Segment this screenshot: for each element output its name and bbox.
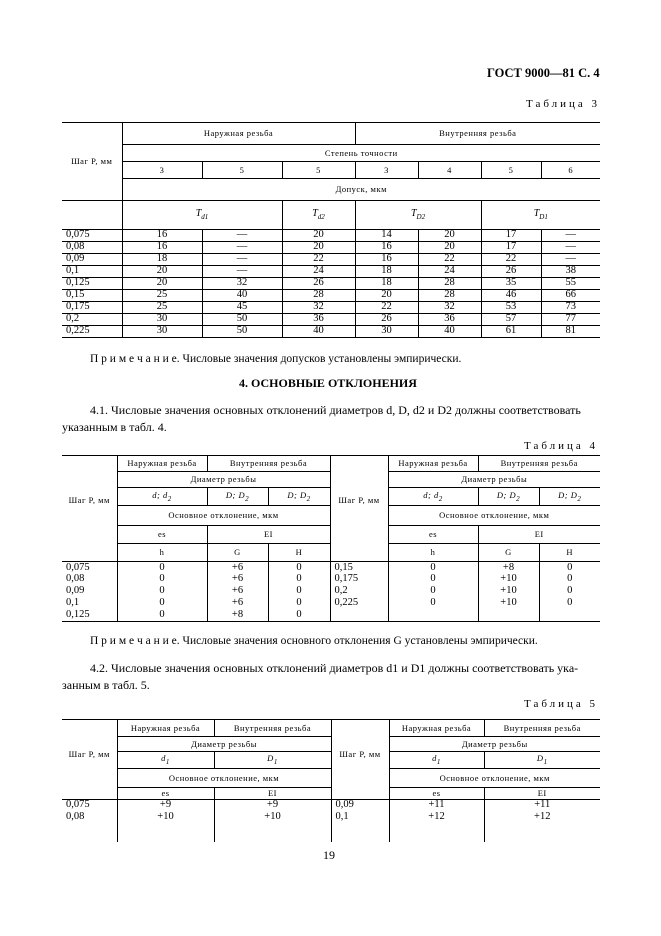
value-cell: 0 (388, 598, 478, 610)
t5-dev-left: Основное отклонение, мкм (117, 769, 331, 788)
t4-dint2-left: D; $D_2$ (268, 488, 330, 506)
value-cell: 32 (418, 302, 481, 314)
value-cell: 50 (202, 314, 282, 326)
table-row (62, 574, 600, 586)
value-cell: 40 (282, 326, 355, 338)
external-thread-header: Наружная резьба (122, 123, 355, 145)
value-cell: +8 (207, 610, 268, 622)
table5 (62, 719, 600, 842)
value-cell: 40 (418, 326, 481, 338)
pitch-cell: 0,1 (62, 598, 117, 610)
value-cell: +10 (478, 586, 539, 598)
t4-ei-left: EI (207, 526, 330, 544)
value-cell (388, 610, 478, 622)
pitch-cell: 0,225 (62, 326, 122, 338)
value-cell: 30 (355, 326, 418, 338)
value-cell: 0 (268, 586, 330, 598)
t4-ei-right: EI (478, 526, 600, 544)
pitch-cell: 0,09 (62, 586, 117, 598)
t5-int-right: Внутренняя резьба (484, 720, 600, 737)
pitch-cell: 0,08 (62, 242, 122, 254)
value-cell: 24 (418, 266, 481, 278)
value-cell: 0 (117, 586, 207, 598)
value-cell: 35 (481, 278, 541, 290)
value-cell: — (541, 242, 600, 254)
t5-D1-left: $D_1$ (214, 752, 331, 769)
table-row (62, 562, 600, 574)
value-cell: +12 (389, 812, 484, 842)
value-cell: 50 (202, 326, 282, 338)
value-cell: — (202, 266, 282, 278)
value-cell: +10 (478, 598, 539, 610)
t5-diam-right: Диаметр резьбы (389, 737, 600, 752)
para-4-2-line1: 4.2. Числовые значения основных отклонений диаметров d1 и D1 должны соответствовать ука- (90, 661, 579, 675)
table-row (62, 598, 600, 610)
pitch-cell: 0,08 (62, 812, 117, 842)
table-row (62, 610, 600, 622)
value-cell: 24 (282, 266, 355, 278)
value-cell: 46 (481, 290, 541, 302)
value-cell: 36 (282, 314, 355, 326)
value-cell: 28 (418, 290, 481, 302)
value-cell: 0 (388, 562, 478, 574)
value-cell: 18 (355, 266, 418, 278)
value-cell: — (541, 254, 600, 266)
pitch-cell: 0,09 (331, 800, 389, 812)
value-cell: 0 (388, 586, 478, 598)
value-cell: 16 (122, 230, 202, 242)
value-cell: 30 (122, 326, 202, 338)
value-cell: 53 (481, 302, 541, 314)
pitch-cell: 0,075 (62, 562, 117, 574)
t5-dev-right: Основное отклонение, мкм (389, 769, 600, 788)
symbol-td1: $T_{d1}$ (122, 201, 282, 230)
value-cell: 0 (117, 562, 207, 574)
value-cell: 0 (388, 574, 478, 586)
t5-ext-left: Наружная резьба (117, 720, 214, 737)
t4-h-left: h (117, 544, 207, 562)
grade-cell: 5 (481, 162, 541, 179)
tolerance-header: Допуск, мкм (122, 179, 600, 201)
value-cell: 81 (541, 326, 600, 338)
value-cell: — (202, 242, 282, 254)
grade-cell: 4 (418, 162, 481, 179)
symbol-td2: $T_{d2}$ (282, 201, 355, 230)
t4-H-left: H (268, 544, 330, 562)
value-cell: 16 (122, 242, 202, 254)
t4-dev-left: Основное отклонение, мкм (117, 506, 330, 526)
table-row (62, 586, 600, 598)
value-cell: 0 (117, 574, 207, 586)
table3 (62, 122, 600, 338)
value-cell: 20 (122, 266, 202, 278)
pitch-cell: 0,2 (62, 314, 122, 326)
pitch-cell: 0,175 (330, 574, 388, 586)
value-cell: 18 (355, 278, 418, 290)
table4 (62, 455, 600, 622)
pitch-cell: 0,2 (330, 586, 388, 598)
table-row (62, 800, 600, 812)
t4-ext-right: Наружная резьба (388, 456, 478, 472)
value-cell: 22 (355, 302, 418, 314)
value-cell: 32 (202, 278, 282, 290)
value-cell: 0 (567, 585, 573, 597)
value-cell: 0 (117, 610, 207, 622)
value-cell: 0 (567, 597, 573, 609)
grade-cell: 6 (541, 162, 600, 179)
t4-ext-left: Наружная резьба (117, 456, 207, 472)
value-cell: 17 (481, 230, 541, 242)
value-cell: +11 (389, 800, 484, 812)
value-cell: — (202, 254, 282, 266)
para-4-2-line2: занным в табл. 5. (62, 678, 150, 692)
pitch-cell: 0,15 (62, 290, 122, 302)
t4-dext-right: d; $d_2$ (388, 488, 478, 506)
value-cell: 0 (268, 598, 330, 610)
t4-h-right: h (388, 544, 478, 562)
pitch-cell: 0,08 (62, 574, 117, 586)
table3-note: П р и м е ч а н и е. Числовые значения допусков установлены эмпирически. (90, 353, 462, 365)
pitch-cell: 0,175 (62, 302, 122, 314)
t5-es-left: es (117, 788, 214, 800)
t4-H-right: H (539, 544, 600, 562)
value-cell: 55 (541, 278, 600, 290)
value-cell: +11 (534, 799, 551, 810)
t5-int-left: Внутренняя резьба (214, 720, 331, 737)
symbol-TD1: $T_{D1}$ (481, 201, 600, 230)
internal-thread-header: Внутренняя резьба (355, 123, 600, 145)
value-cell: +6 (207, 586, 268, 598)
t4-dev-right: Основное отклонение, мкм (388, 506, 600, 526)
pitch-cell: 0,075 (62, 230, 122, 242)
value-cell: 0 (567, 573, 573, 585)
value-cell: 57 (481, 314, 541, 326)
value-cell: 38 (541, 266, 600, 278)
section-title: 4. ОСНОВНЫЕ ОТКЛОНЕНИЯ (239, 376, 417, 390)
value-cell: 0 (567, 561, 573, 573)
value-cell: 18 (122, 254, 202, 266)
value-cell: 16 (355, 242, 418, 254)
page-number: 19 (323, 848, 335, 862)
t4-int-right: Внутренняя резьба (478, 456, 600, 472)
table3-caption: Таблица 3 (526, 98, 601, 110)
para-4-1-line2: указанным в табл. 4. (62, 420, 167, 434)
t5-d1-left: $d_1$ (117, 752, 214, 769)
value-cell: +10 (214, 812, 331, 842)
pitch-cell: 0,075 (62, 800, 117, 812)
value-cell: 45 (202, 302, 282, 314)
symbol-TD2: $T_{D2}$ (355, 201, 481, 230)
value-cell: 0 (268, 562, 330, 574)
value-cell: +6 (207, 598, 268, 610)
t4-int-left: Внутренняя резьба (207, 456, 330, 472)
accuracy-header: Степень точности (122, 145, 600, 162)
t5-pitch-right: Шаг P, мм (331, 720, 389, 788)
grade-cell: 3 (355, 162, 418, 179)
value-cell: +8 (478, 562, 539, 574)
pitch-cell: 0,125 (62, 610, 117, 622)
t4-es-left: es (117, 526, 207, 544)
pitch-cell: 0,125 (62, 278, 122, 290)
pitch-cell: 0,15 (330, 562, 388, 574)
value-cell: 36 (418, 314, 481, 326)
value-cell: 22 (282, 254, 355, 266)
t5-pitch-left: Шаг P, мм (62, 720, 117, 788)
value-cell: 28 (282, 290, 355, 302)
grade-cell: 5 (202, 162, 282, 179)
value-cell: 25 (122, 290, 202, 302)
value-cell: 20 (355, 290, 418, 302)
value-cell: — (202, 230, 282, 242)
value-cell: 20 (418, 242, 481, 254)
value-cell: 26 (355, 314, 418, 326)
value-cell: 26 (282, 278, 355, 290)
t4-dint2-right: D; $D_2$ (539, 488, 600, 506)
value-cell: +6 (207, 562, 268, 574)
value-cell: 17 (481, 242, 541, 254)
value-cell (539, 610, 600, 622)
pitch-header: Шаг P, мм (62, 123, 122, 201)
t5-ext-right: Наружная резьба (389, 720, 484, 737)
value-cell: +10 (117, 812, 214, 842)
table4-note: П р и м е ч а н и е. Числовые значения основного отклонения G установлены эмпирически. (90, 635, 538, 647)
table-row (62, 254, 600, 266)
table-row (62, 230, 600, 242)
table-row (62, 278, 600, 290)
pitch-cell: 0,1 (62, 266, 122, 278)
t4-dint1-right: D; $D_2$ (478, 488, 539, 506)
value-cell: +10 (478, 574, 539, 586)
page-header: ГОСТ 9000—81 С. 4 (487, 66, 600, 80)
table-row (62, 314, 600, 326)
value-cell: — (541, 230, 600, 242)
value-cell: 26 (481, 266, 541, 278)
value-cell: 73 (541, 302, 600, 314)
value-cell: 20 (282, 230, 355, 242)
table-row (62, 266, 600, 278)
value-cell: 66 (541, 290, 600, 302)
t5-diam-left: Диаметр резьбы (117, 737, 331, 752)
value-cell: 22 (481, 254, 541, 266)
value-cell: 77 (541, 314, 600, 326)
value-cell: 20 (418, 230, 481, 242)
t5-ei-left: EI (214, 788, 331, 800)
value-cell: +9 (214, 800, 331, 812)
value-cell: +6 (207, 574, 268, 586)
value-cell: +9 (117, 800, 214, 812)
value-cell: 22 (418, 254, 481, 266)
pitch-cell: 0,09 (62, 254, 122, 266)
t4-dint1-left: D; $D_2$ (207, 488, 268, 506)
value-cell: 16 (355, 254, 418, 266)
value-cell: 61 (481, 326, 541, 338)
table-row (62, 242, 600, 254)
pitch-cell: 0,1 (331, 812, 389, 842)
table-row (62, 812, 600, 842)
value-cell: 20 (282, 242, 355, 254)
value-cell: 28 (418, 278, 481, 290)
value-cell: 0 (268, 574, 330, 586)
pitch-cell: 0,225 (330, 598, 388, 610)
t4-diam-right: Диаметр резьбы (388, 472, 600, 488)
value-cell: 20 (122, 278, 202, 290)
value-cell: 0 (268, 610, 330, 622)
t5-d1-right: $d_1$ (389, 752, 484, 769)
t4-diam-left: Диаметр резьбы (117, 472, 330, 488)
table-row (62, 326, 600, 338)
value-cell: 14 (355, 230, 418, 242)
grade-cell: 3 (122, 162, 202, 179)
value-cell (478, 610, 539, 622)
table5-caption: Таблица 5 (524, 698, 599, 710)
t4-pitch-left: Шаг P, мм (62, 456, 117, 544)
value-cell: 40 (202, 290, 282, 302)
t5-ei-right: EI (484, 788, 600, 800)
t5-es-right: es (389, 788, 484, 800)
value-cell: +12 (534, 811, 551, 822)
t4-dext-left: d; $d_2$ (117, 488, 207, 506)
t4-G-left: G (207, 544, 268, 562)
para-4-1-line1: 4.1. Числовые значения основных отклонений диаметров d, D, d2 и D2 должны соответствовать (90, 403, 581, 417)
t4-G-right: G (478, 544, 539, 562)
grade-cell: 5 (282, 162, 355, 179)
table-row (62, 302, 600, 314)
value-cell: 30 (122, 314, 202, 326)
value-cell: 0 (117, 598, 207, 610)
t4-pitch-right: Шаг P, мм (330, 456, 388, 544)
table4-caption: Таблица 4 (524, 440, 599, 452)
t5-D1-right: $D_1$ (484, 752, 600, 769)
t4-es-right: es (388, 526, 478, 544)
pitch-cell (330, 610, 388, 622)
value-cell: 25 (122, 302, 202, 314)
table-row (62, 290, 600, 302)
value-cell: 32 (282, 302, 355, 314)
